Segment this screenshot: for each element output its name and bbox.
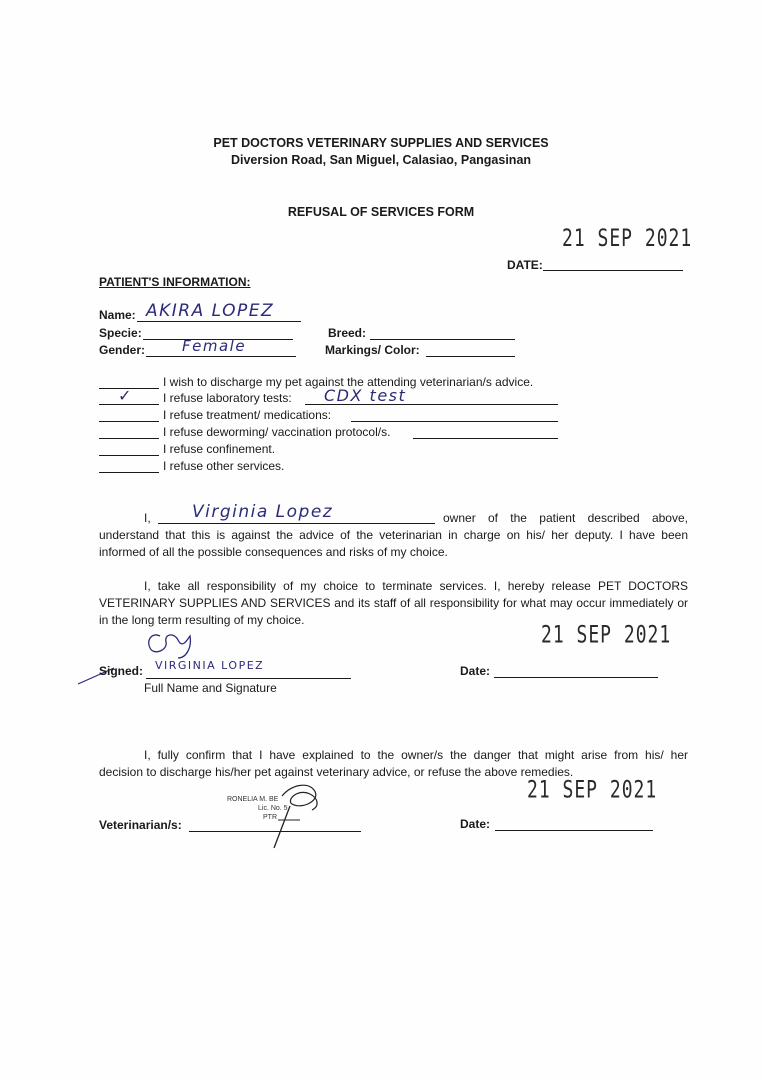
checklist-item-text: I refuse confinement. xyxy=(163,442,276,456)
statement-line3: informed of all the possible consequences and risks of my choice. xyxy=(99,545,448,559)
date-line-top xyxy=(543,270,683,271)
vet-stamp-name: RONELIA M. BE xyxy=(227,796,279,803)
checklist-item-text: I refuse laboratory tests: xyxy=(163,391,292,405)
statement-line1: owner of the patient described above, xyxy=(443,511,688,525)
signed-date-label: Date: xyxy=(460,664,491,678)
vet-stamp-ptr: PTR xyxy=(263,814,277,821)
vet-date-line xyxy=(495,830,653,831)
owner-name-line xyxy=(158,523,435,524)
form-title: REFUSAL OF SERVICES FORM xyxy=(287,205,475,219)
treatment-line xyxy=(351,421,558,422)
deworming-line xyxy=(413,438,558,439)
release-line2: VETERINARY SUPPLIES AND SERVICES and its staff of all responsibility for what may occur immediately or xyxy=(99,596,688,610)
check-line xyxy=(99,421,159,422)
owner-signature-scribble xyxy=(74,628,214,688)
specie-label: Specie: xyxy=(99,326,142,340)
markings-label: Markings/ Color: xyxy=(325,343,420,357)
breed-label: Breed: xyxy=(328,326,367,340)
signed-date-line xyxy=(494,677,658,678)
date-stamp-top: 21 SEP 2021 xyxy=(562,224,693,253)
statement-line2: understand that this is against the advice of the veterinarian in charge on his/ her deputy. I have been xyxy=(99,528,688,542)
check-line xyxy=(99,455,159,456)
signed-label: Signed: xyxy=(99,664,143,678)
name-label: Name: xyxy=(99,308,136,322)
gender-value: Female xyxy=(182,337,247,355)
check-line xyxy=(99,438,159,439)
date-label-top: DATE: xyxy=(507,258,543,272)
signer-name: VIRGINIA LOPEZ xyxy=(155,659,265,672)
lab-tests-value: CDX test xyxy=(324,386,407,405)
signature-caption: Full Name and Signature xyxy=(144,681,277,695)
patient-section-title: PATIENT'S INFORMATION: xyxy=(99,275,251,289)
checklist-item-text: I refuse other services. xyxy=(163,459,285,473)
owner-name-value: Virginia Lopez xyxy=(192,502,334,522)
vet-date-label: Date: xyxy=(460,817,491,831)
confirmation-line1: I, fully confirm that I have explained to the owner/s the danger that might arise from his/ her xyxy=(144,748,688,762)
name-line xyxy=(137,321,301,322)
vet-signature-scribble xyxy=(252,776,332,850)
check-mark: ✓ xyxy=(118,386,133,405)
breed-line xyxy=(370,339,515,340)
gender-line xyxy=(146,356,296,357)
markings-line xyxy=(426,356,515,357)
gender-label: Gender: xyxy=(99,343,146,357)
date-stamp-vet: 21 SEP 2021 xyxy=(527,775,658,804)
checklist-item-text: I wish to discharge my pet against the attending veterinarian/s advice. xyxy=(163,375,534,389)
clinic-name: PET DOCTORS VETERINARY SUPPLIES AND SERVICES xyxy=(213,136,549,150)
veterinarian-label: Veterinarian/s: xyxy=(99,818,182,832)
date-stamp-signed: 21 SEP 2021 xyxy=(541,620,672,649)
clinic-address: Diversion Road, San Miguel, Calasiao, Pangasinan xyxy=(230,153,532,167)
signature-line xyxy=(146,678,351,679)
vet-stamp-license: Lic. No. 5 xyxy=(258,805,288,812)
patient-name-value: AKIRA LOPEZ xyxy=(146,301,275,321)
statement-prefix: I, xyxy=(144,511,151,525)
check-line xyxy=(99,472,159,473)
confirmation-line2: decision to discharge his/her pet against veterinary advice, or refuse the above remedies. xyxy=(99,765,574,779)
checklist-item-text: I refuse treatment/ medications: xyxy=(163,408,332,422)
release-line1: I, take all responsibility of my choice to terminate services. I, hereby release PET DOCTORS xyxy=(144,579,688,593)
veterinarian-line xyxy=(189,831,361,832)
checklist-item-text: I refuse deworming/ vaccination protocol/s. xyxy=(163,425,391,439)
release-line3: in the long term resulting of my choice. xyxy=(99,613,305,627)
